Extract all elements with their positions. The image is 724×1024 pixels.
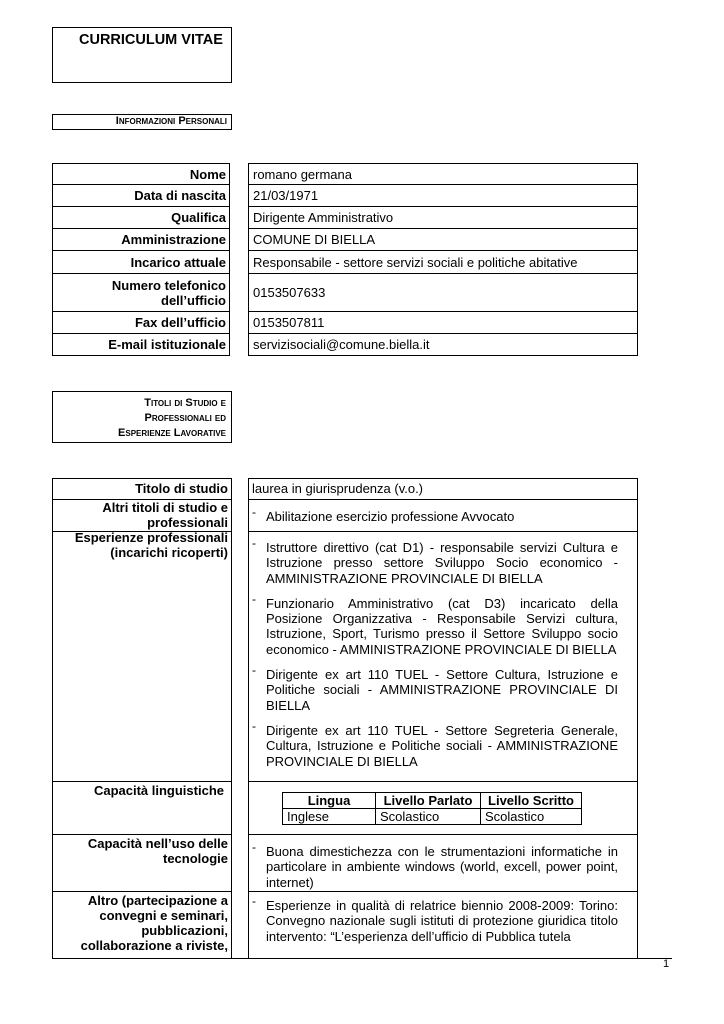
label-esperienze	[52, 530, 228, 560]
rule	[52, 834, 232, 835]
section-personal-label: Informazioni Personali	[115, 115, 227, 127]
value-email: servizisociali@comune.biella.it	[248, 333, 638, 356]
rule	[52, 781, 232, 782]
altro-list	[252, 894, 618, 944]
footer-rule	[52, 958, 672, 959]
language-table	[282, 792, 582, 825]
label-tecnologie-line2: tecnologie	[162, 851, 228, 866]
value-titolo-studio: laurea in giurisprudenza (v.o.)	[252, 481, 424, 496]
table-row	[283, 809, 582, 825]
page-title: CURRICULUM VITAE	[79, 32, 223, 48]
rule	[248, 891, 638, 892]
list-item: - Istruttore direttivo (cat D1) - responsabile servizi Cultura e Istruzione presso settore Sviluppo Socio economico - AMMINISTRAZIONE PROVINCIALE DI BIELLA	[252, 536, 618, 586]
esperienze-list	[252, 536, 618, 769]
section-titoli-line2: Professionali ed	[144, 412, 226, 424]
rule	[52, 478, 232, 479]
label-esperienze-line1: Esperienze professionali	[74, 530, 228, 545]
label-altro-line4: collaborazione a riviste,	[80, 938, 228, 953]
rule	[248, 781, 638, 782]
label-lingue: Capacità linguistiche	[93, 783, 224, 798]
label-qualifica: Qualifica	[52, 206, 230, 229]
language-cell: Inglese	[283, 809, 376, 825]
page-number: 1	[663, 958, 670, 970]
label-altro-line3: pubblicazioni,	[141, 923, 228, 938]
tecnologie-list	[252, 840, 618, 890]
value-amministrazione: COMUNE DI BIELLA	[248, 228, 638, 251]
value-qualifica: Dirigente Amministrativo	[248, 206, 638, 229]
value-data-nascita: 21/03/1971	[248, 184, 638, 207]
label-amministrazione: Amministrazione	[52, 228, 230, 251]
label-altro-line1: Altro (partecipazione a	[87, 893, 228, 908]
rule	[248, 499, 638, 500]
label-altro-line2: convegni e seminari,	[99, 908, 228, 923]
rule	[248, 531, 638, 532]
list-item: - Buona dimestichezza con le strumentazioni informatiche in particolare in ambiente windows (world, excell, power point, internet)	[252, 840, 618, 890]
section-titoli-line3: Esperienze Lavorative	[118, 427, 226, 439]
section-header-titoli	[52, 391, 232, 443]
list-item: - Funzionario Amministrativo (cat D3) incaricato della Posizione Organizzativa - Responsabile Servizi cultura, Istruzione, Sport, Turismo presso il Settore Sviluppo socio economico - AMMINISTRAZIONE PROVINCIALE DI BIELLA	[252, 591, 618, 657]
label-telefono	[52, 273, 230, 312]
value-telefono: 0153507633	[248, 273, 638, 312]
label-altri-titoli-line1: Altri titoli di studio e	[102, 500, 228, 515]
rule	[248, 834, 638, 835]
list-item: - Abilitazione esercizio professione Avvocato	[252, 505, 515, 524]
value-incarico: Responsabile - settore servizi sociali e politiche abitative	[248, 250, 638, 274]
language-cell: Scolastico	[481, 809, 582, 825]
label-incarico: Incarico attuale	[52, 250, 230, 274]
label-titolo-studio: Titolo di studio	[135, 481, 228, 496]
label-altro	[52, 893, 228, 953]
label-esperienze-line2: (incarichi ricoperti)	[110, 545, 228, 560]
label-fax: Fax dell’ufficio	[52, 311, 230, 334]
label-telefono-line2: dell’ufficio	[161, 292, 226, 308]
list-item: - Esperienze in qualità di relatrice biennio 2008-2009: Torino: Convegno nazionale sugli istituti di protezione giuridica titolo intervento: “L’esperienza dell’ufficio di Pubblica tutela	[252, 894, 618, 944]
label-altri-titoli-line2: professionali	[147, 515, 228, 530]
language-header-scritto: Livello Scritto	[481, 793, 582, 809]
section-header-personal	[52, 114, 232, 130]
label-data-nascita: Data di nascita	[52, 184, 230, 207]
label-altri-titoli	[52, 500, 228, 530]
altri-titoli-list	[252, 505, 634, 524]
title-box	[52, 27, 232, 83]
label-telefono-line1: Numero telefonico	[111, 277, 226, 293]
value-fax: 0153507811	[248, 311, 638, 334]
language-header-lingua: Lingua	[283, 793, 376, 809]
label-tecnologie-line1: Capacità nell’uso delle	[87, 836, 228, 851]
list-item: - Dirigente ex art 110 TUEL - Settore Cultura, Istruzione e Politiche sociali - AMMINISTRAZIONE PROVINCIALE DI BIELLA	[252, 663, 618, 713]
rule	[248, 478, 638, 479]
section-titoli-line1: Titoli di Studio e	[144, 397, 226, 409]
language-header-parlato: Livello Parlato	[376, 793, 481, 809]
rule	[52, 891, 232, 892]
language-cell: Scolastico	[376, 809, 481, 825]
label-tecnologie	[52, 836, 228, 866]
label-nome: Nome	[52, 163, 230, 185]
value-nome: romano germana	[248, 163, 638, 185]
label-email: E-mail istituzionale	[52, 333, 230, 356]
list-item: - Dirigente ex art 110 TUEL - Settore Segreteria Generale, Cultura, Istruzione e Politiche sociali - AMMINISTRAZIONE PROVINCIALE DI BIELLA	[252, 718, 618, 769]
